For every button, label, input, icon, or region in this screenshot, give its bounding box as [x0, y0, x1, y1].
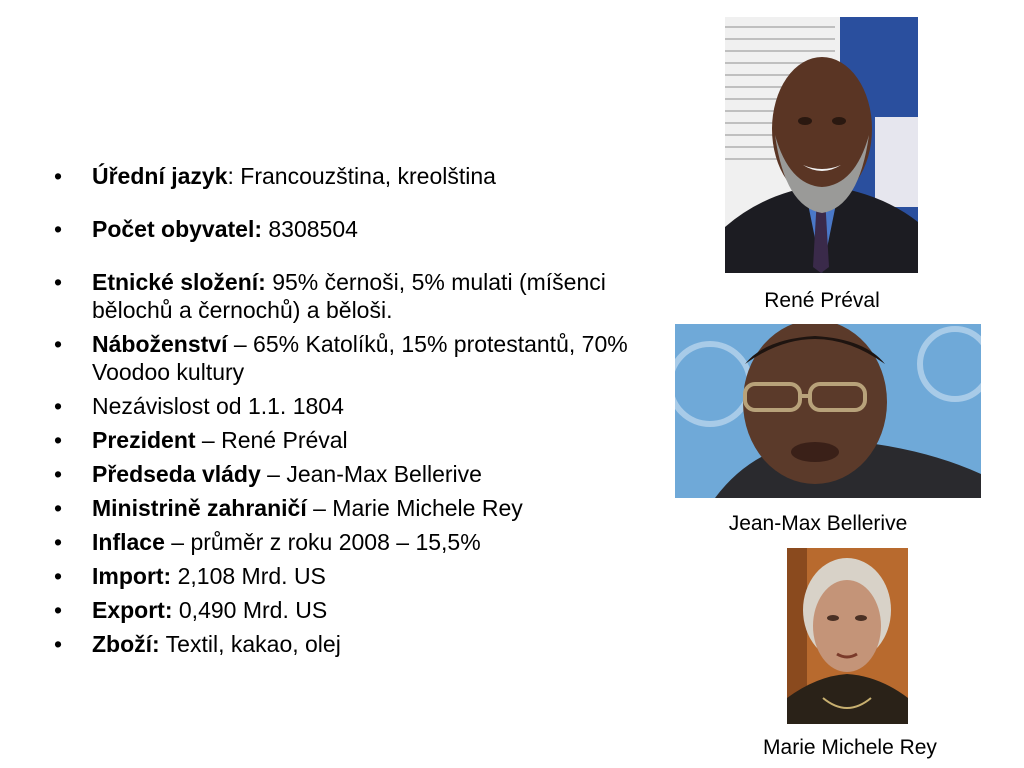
- caption-jean-max-bellerive: Jean-Max Bellerive: [728, 512, 908, 535]
- caption-rene-preval: René Préval: [764, 289, 880, 312]
- bullet-item-president: [54, 426, 654, 454]
- bullet-dot: •: [54, 331, 63, 357]
- bullet-item-import: [54, 562, 654, 590]
- bullet-item-official-language: [54, 162, 654, 190]
- bullet-text: – Marie Michele Rey: [306, 495, 523, 521]
- bullet-text: – Jean-Max Bellerive: [260, 461, 482, 487]
- bullet-label: Ministrině zahraničí: [92, 495, 307, 521]
- bullet-dot: •: [54, 461, 63, 487]
- bullet-dot: •: [54, 597, 63, 623]
- bullet-item-population: [54, 215, 654, 243]
- bullet-text: – René Préval: [195, 427, 348, 453]
- bullet-label: Prezident: [92, 427, 196, 453]
- portrait-marie-michele-rey: [787, 548, 908, 724]
- bullet-item-independence: [54, 392, 654, 420]
- bullet-text: Textil, kakao, olej: [159, 631, 341, 657]
- bullet-item-inflation: [54, 528, 654, 556]
- bullet-label: Etnické složení:: [92, 269, 266, 295]
- bullet-label: Náboženství: [92, 331, 228, 357]
- bullet-label: Import:: [92, 563, 172, 589]
- bullet-dot: •: [54, 427, 63, 453]
- bullet-dot: •: [54, 269, 63, 295]
- bullet-item-religion: [54, 330, 654, 386]
- bullet-item-foreign-minister: [54, 494, 654, 522]
- bullet-dot: •: [54, 495, 63, 521]
- bullet-item-prime-minister: [54, 460, 654, 488]
- bullet-label: Úřední jazyk: [92, 163, 228, 189]
- bullet-text: Nezávislost od 1.1. 1804: [92, 393, 344, 419]
- bullet-text: 8308504: [262, 216, 358, 242]
- bullet-dot: •: [54, 216, 63, 242]
- caption-marie-michele-rey: Marie Michele Rey: [763, 736, 937, 759]
- portrait-jean-max-bellerive: [675, 324, 981, 498]
- bullet-label: Inflace: [92, 529, 165, 555]
- bullet-item-export: [54, 596, 654, 624]
- bullet-item-ethnicity: [54, 268, 654, 324]
- bullet-dot: •: [54, 529, 63, 555]
- bullet-text: : Francouzština, kreolština: [227, 163, 496, 189]
- bullet-text: – průměr z roku 2008 – 15,5%: [164, 529, 481, 555]
- bullet-label: Předseda vlády: [92, 461, 261, 487]
- bullet-dot: •: [54, 631, 63, 657]
- bullet-text: 0,490 Mrd. US: [172, 597, 328, 623]
- bullet-text: – 65% Katolíků, 15% protestantů, 70% Voodoo kultury: [92, 331, 628, 385]
- bullet-label: Počet obyvatel:: [92, 216, 262, 242]
- bullet-item-goods: [54, 630, 654, 658]
- portrait-rene-preval: [725, 17, 918, 273]
- bullet-label: Zboží:: [92, 631, 160, 657]
- bullet-text: 2,108 Mrd. US: [171, 563, 326, 589]
- bullet-label: Export:: [92, 597, 173, 623]
- bullet-list: [54, 162, 654, 658]
- bullet-text: 95% černoši, 5% mulati (míšenci bělochů a černochů) a běloši.: [92, 269, 606, 323]
- bullet-dot: •: [54, 393, 63, 419]
- bullet-dot: •: [54, 563, 63, 589]
- bullet-dot: •: [54, 163, 63, 189]
